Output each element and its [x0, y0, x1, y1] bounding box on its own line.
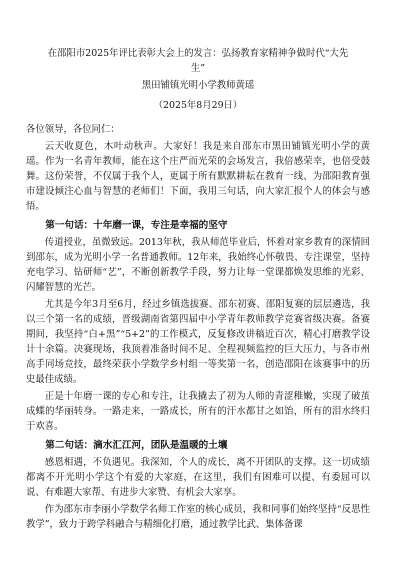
document-title [26, 0, 370, 76]
salutation: 各位领导，各位同仁： [26, 124, 120, 135]
section-2-heading: 第二句话：滴水汇江河，团队是温暖的土壤 [45, 440, 228, 451]
section-1-heading: 第一句话：十年磨一课，专注是幸福的坚守 [45, 220, 228, 231]
section-2-paragraph-2: 作为邵东市李丽小学数学名师工作室的核心成员，我和同事们始终坚持“反思性教学”，致力于跨学科融合与精细化打磨，通过教学比武、集体备课 [26, 504, 370, 530]
section-2-paragraph-1: 感恩相遇，不负遇见。我深知，个人的成长，离不开团队的支撑。这一切成绩都离不开光明小学这个有爱的大家庭，在这里，我们有困难可以提、有委屈可以说、有难题大家帮、有进步大家赞、有机会大家享。 [26, 457, 370, 498]
author-byline: 黑田铺镇光明小学教师黄瑶 [141, 80, 255, 91]
speech-date: （2025年8月29日） [153, 100, 243, 111]
section-1-paragraph-2: 尤其是今年3月至6月，经过乡镇选拔赛、邵东初赛、邵阳复赛的层层遴选，我以三个第一名的成绩，晋级湖南省第四届中小学青年教师教学竞赛省级决赛。备赛期间，我坚持“白+黑”“5+2”的工作模式，反复修改讲稿近百次，精心打磨教学设计十余篇。决赛现场，我顶着准备时间不足、全程视频监控的巨大压力，与各市州高手同场竞技，最终荣获小学数学乡村组一等奖第一名，创造邵阳在该赛事中的历史最佳成绩。 [26, 299, 370, 385]
title-line-1: 在邵阳市2025年评比表彰大会上的发言：弘扬教育家精神争做时代“大先 [47, 48, 349, 59]
section-1-paragraph-3: 正是十年磨一课的专心和专注，让我撬去了初为人师的青涩稚嫩，实现了破茧成蝶的华丽转身。一路走来，一路成长，所有的汗水都甘之如饴，所有的泪水终归于欢喜。 [26, 391, 370, 432]
section-1-paragraph-1: 传道授业，虽微致远。2013年秋，我从师范毕业后，怀着对家乡教育的深情回到邵东，成为光明小学一名普通教师。12年来，我始终心怀敬畏、专注课堂，坚持充电学习、钻研师“艺”，不断创新教学手段，努力让每一堂课都焕发思维的光彩、闪耀智慧的光芒。 [26, 237, 370, 293]
title-line-2: 生” [190, 63, 206, 74]
intro-paragraph: 云天收夏色，木叶动秋声。大家好！我是来自邵东市黑田铺镇光明小学的黄瑶。作为一名青年教师，能在这个庄严而光荣的会场发言，我倍感荣幸，也倍受鼓舞。这份荣誉，不仅属于我个人，更属于所有默默耕耘在教育一线、为邵阳教育强市建设倾注心血与智慧的老师们！下面，我用三句话，向大家汇报个人的体会与感悟。 [26, 141, 370, 212]
